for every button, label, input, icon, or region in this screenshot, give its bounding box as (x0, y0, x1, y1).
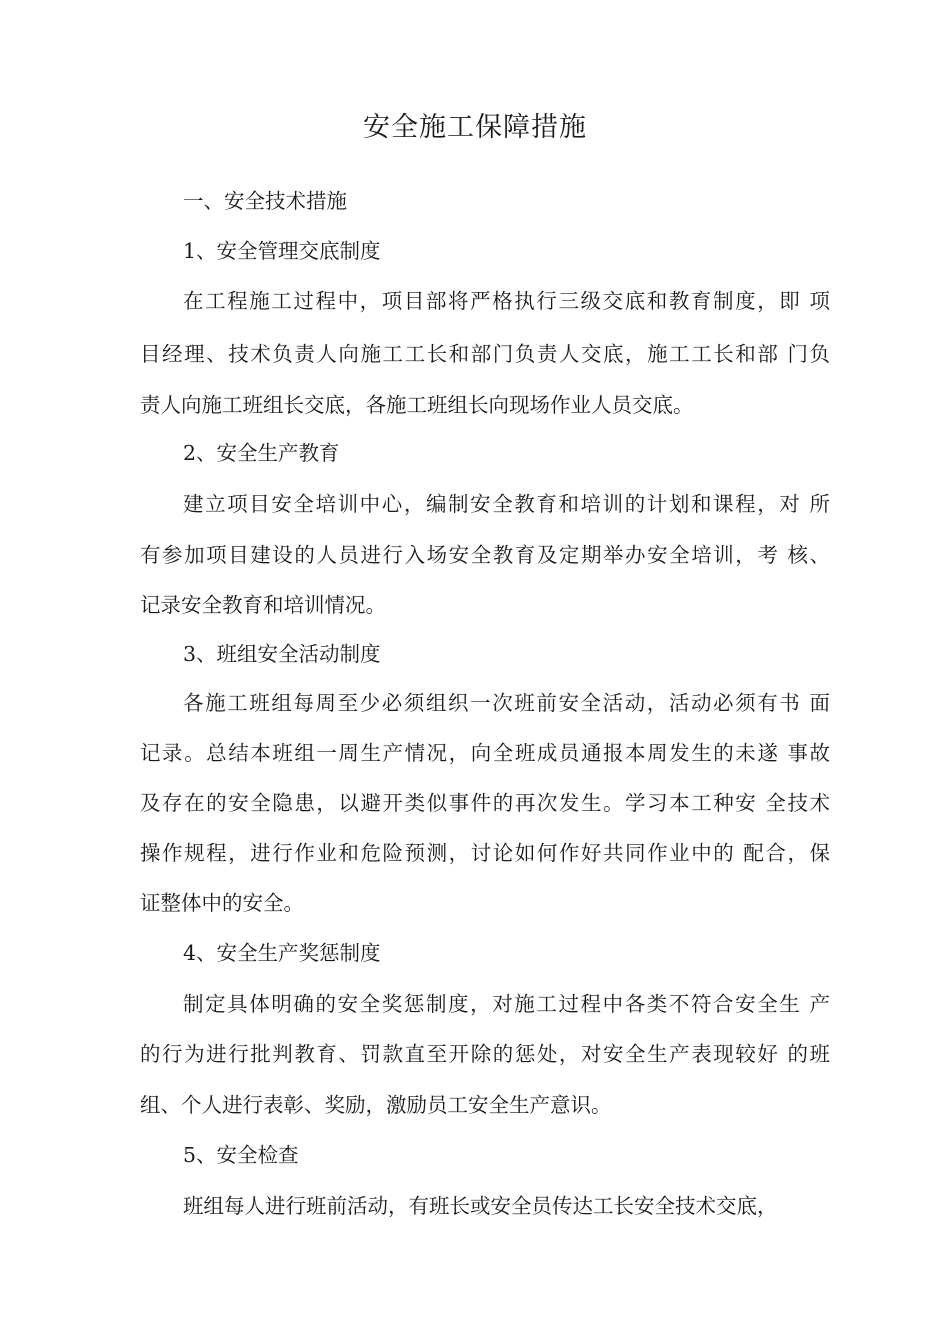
subsection-heading-3: 3、班组安全活动制度 (183, 642, 381, 666)
paragraph-line: 在工程施工过程中，项目部将严格执行三级交底和教育制度，即 项 (183, 289, 830, 313)
paragraph-line: 操作规程，进行作业和危险预测，讨论如何作好共同作业中的 配合，保 (140, 841, 830, 865)
paragraph-line: 目经理、技术负责人向施工工长和部门负责人交底，施工工长和部 门负 (140, 342, 830, 366)
subsection-heading-5: 5、安全检查 (183, 1143, 299, 1167)
section-heading-safety-technical-measures: 一、安全技术措施 (183, 189, 347, 213)
paragraph-line: 班组每人进行班前活动，有班长或安全员传达工长安全技术交底， (183, 1194, 778, 1218)
paragraph-line: 记录。总结本班组一周生产情况，向全班成员通报本周发生的未遂 事故 (140, 741, 830, 765)
paragraph-line: 及存在的安全隐患，以避开类似事件的再次发生。学习本工种安 全技术 (140, 791, 830, 815)
paragraph-line: 的行为进行批判教育、罚款直至开除的惩处，对安全生产表现较好 的班 (140, 1042, 830, 1066)
subsection-heading-4: 4、安全生产奖惩制度 (183, 941, 381, 965)
paragraph-line: 责人向施工班组长交底，各施工班组长向现场作业人员交底。 (140, 393, 694, 417)
subsection-heading-2: 2、安全生产教育 (183, 441, 340, 465)
paragraph-line: 记录安全教育和培训情况。 (140, 593, 386, 617)
paragraph-line: 有参加项目建设的人员进行入场安全教育及定期举办安全培训，考 核、 (140, 543, 830, 567)
subsection-heading-1: 1、安全管理交底制度 (183, 239, 381, 263)
paragraph-line: 证整体中的安全。 (140, 891, 304, 915)
paragraph-line: 各施工班组每周至少必须组织一次班前安全活动，活动必须有书 面 (183, 691, 830, 715)
paragraph-line: 建立项目安全培训中心，编制安全教育和培训的计划和课程，对 所 (183, 492, 830, 516)
document-title: 安全施工保障措施 (363, 112, 587, 143)
paragraph-line: 制定具体明确的安全奖惩制度，对施工过程中各类不符合安全生 产 (183, 992, 830, 1016)
paragraph-line: 组、个人进行表彰、奖励，激励员工安全生产意识。 (140, 1093, 612, 1117)
